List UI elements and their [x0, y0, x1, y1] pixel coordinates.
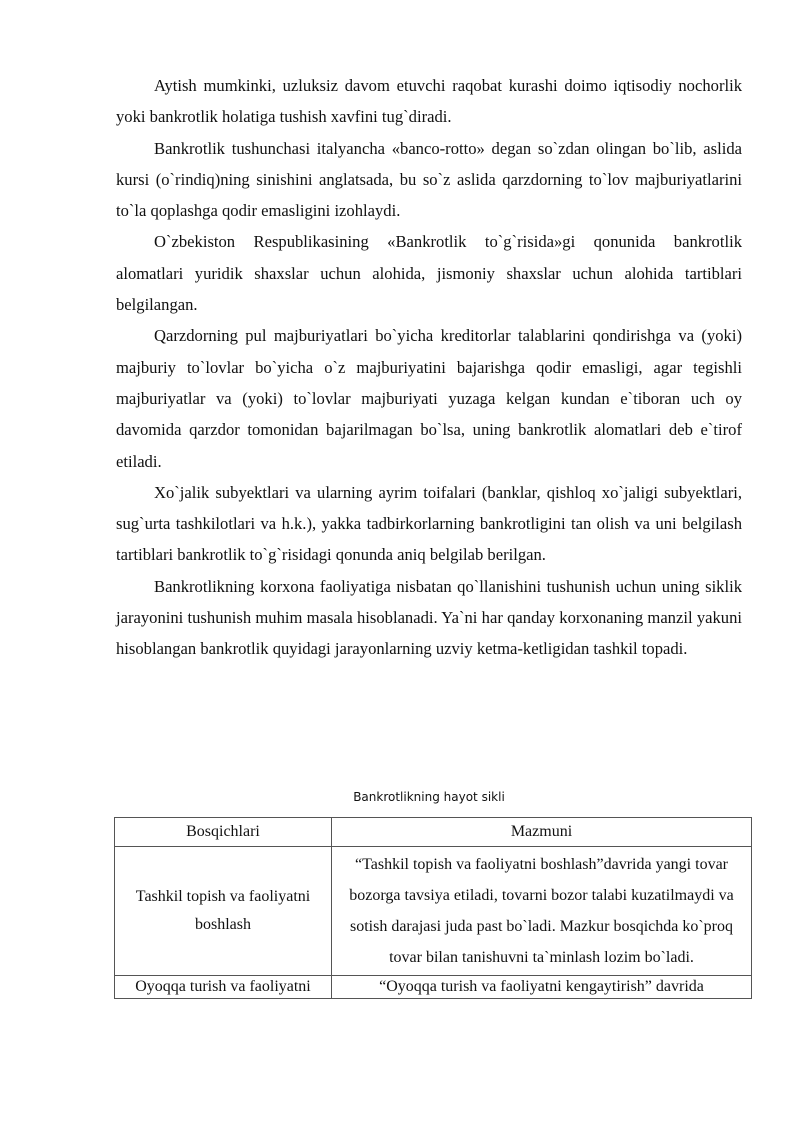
paragraph: O`zbekiston Respublikasining «Bankrotlik to`g`risida»gi qonunida bankrotlik alomatlari yuridik shaxslar uchun alohida, jismoniy shaxslar uchun alohida tartiblari belgilangan.: [116, 232, 742, 315]
lifecycle-table: [114, 817, 752, 999]
paragraph: Qarzdorning pul majburiyatlari bo`yicha kreditorlar talablarini qondirishga va (yoki) majburiy to`lovlar bo`yicha o`z majburiyatini bajarishga qodir emasligi, agar tegishli majburiyatlar va (yoki) to`lovlar majburiyati yuzaga kelgan kundan e`tiboran uch oy davomida qarzdor tomonidan bajarilmagan bo`lsa, uning bankrotlik alomatlari deb e`tirof etiladi.: [116, 326, 742, 471]
stage-cell: Oyoqqa turish va faoliyatni: [115, 976, 332, 999]
column-header-content: Mazmuni: [332, 818, 752, 847]
paragraph: Aytish mumkinki, uzluksiz davom etuvchi raqobat kurashi doimo iqtisodiy nochorlik yoki bankrotlik holatiga tushish xavfini tug`diradi.: [116, 76, 742, 127]
stage-cell: Tashkil topish va faoliyatni boshlash: [115, 847, 332, 976]
table-row: [115, 976, 752, 999]
content-cell: “Tashkil topish va faoliyatni boshlash”davrida yangi tovar bozorga tavsiya etiladi, tovarni bozor talabi kuzatilmaydi va sotish darajasi juda past bo`ladi. Mazkur bosqichda ko`proq tovar bilan tanishuvni ta`minlash lozim bo`ladi.: [332, 847, 752, 976]
body-text: [116, 70, 742, 665]
paragraph: Bankrotlikning korxona faoliyatiga nisbatan qo`llanishini tushunish uchun uning siklik jarayonini tushunish muhim masala hisoblanadi. Ya`ni har qanday korxonaning manzil yakuni hisoblangan bankrotlik quyidagi jarayonlarning uzviy ketma-ketligidan tashkil topadi.: [116, 576, 742, 659]
paragraph: Xo`jalik subyektlari va ularning ayrim toifalari (banklar, qishloq xo`jaligi subyektlari, sug`urta tashkilotlari va h.k.), yakka tadbirkorlarning bankrotligini tan olish va uni belgilash tartiblari bankrotlik to`g`risidagi qonunda aniq belgilab berilgan.: [116, 482, 742, 565]
table-caption: Bankrotlikning hayot sikli: [353, 790, 505, 804]
table-row: [115, 847, 752, 976]
column-header-stages: Bosqichlari: [115, 818, 332, 847]
table-header-row: [115, 818, 752, 847]
content-cell: “Oyoqqa turish va faoliyatni kengaytirish” davrida: [332, 976, 752, 999]
paragraph: Bankrotlik tushunchasi italyancha «banco-rotto» degan so`zdan olingan bo`lib, aslida kursi (o`rindiq)ning sinishini anglatsada, bu so`z aslida qarzdorning to`lov majburiyatlarini to`la qoplashga qodir emasligini izohlaydi.: [116, 138, 742, 221]
